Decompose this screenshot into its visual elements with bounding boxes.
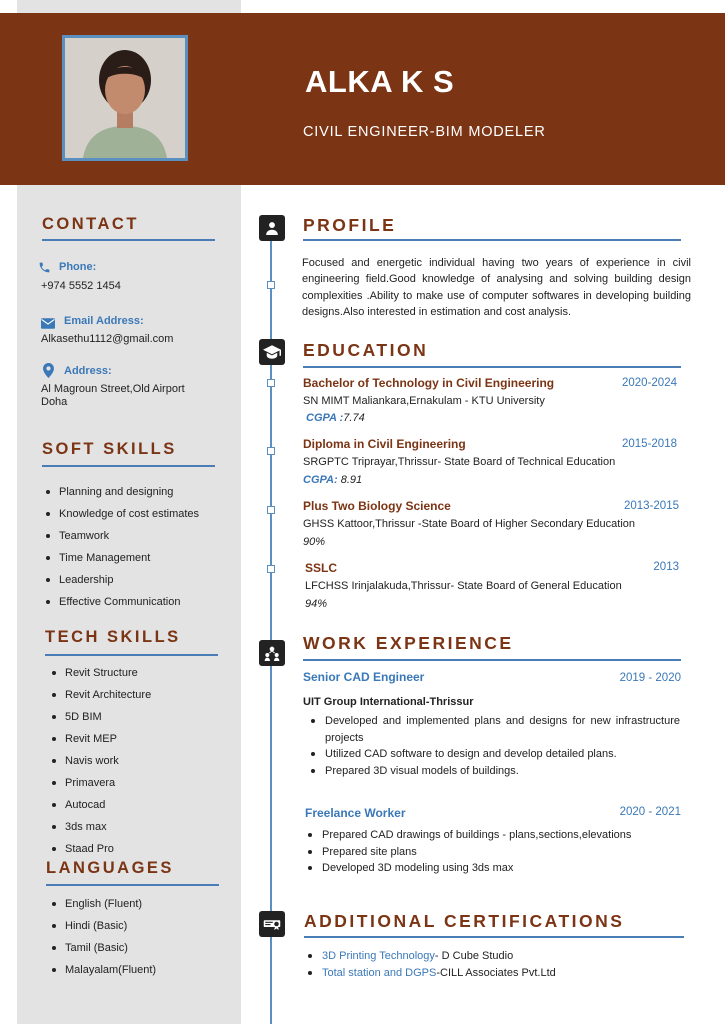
education-title: Diploma in Civil Engineering xyxy=(303,437,466,451)
certificate-icon xyxy=(259,911,285,937)
graduation-cap-icon xyxy=(259,339,285,365)
list-item: Revit MEP xyxy=(50,732,151,754)
grade-value: 8.91 xyxy=(340,474,363,486)
list-item: Staad Pro xyxy=(50,842,151,864)
phone-icon xyxy=(38,261,51,279)
grade-label: CGPA: xyxy=(303,474,338,486)
soft-skills-list xyxy=(44,485,199,617)
job-title: Freelance Worker xyxy=(305,806,406,820)
timeline-marker xyxy=(267,447,275,455)
work-experience-divider xyxy=(303,659,681,661)
certification-name[interactable]: 3D Printing Technology xyxy=(322,950,435,962)
list-item: Revit Structure xyxy=(50,666,151,688)
list-item: Effective Communication xyxy=(44,595,199,617)
list-item: Utilized CAD software to design and develop detailed plans. xyxy=(303,746,680,763)
list-item: 5D BIM xyxy=(50,710,151,732)
certifications-list xyxy=(300,948,680,981)
certifications-divider xyxy=(304,936,684,938)
profile-photo xyxy=(62,35,188,161)
email-label: Email Address: xyxy=(64,315,144,327)
education-title: Plus Two Biology Science xyxy=(303,499,451,513)
candidate-title: CIVIL ENGINEER-BIM MODELER xyxy=(303,124,546,140)
timeline-marker xyxy=(267,379,275,387)
contact-divider xyxy=(42,239,215,241)
education-date: 2020-2024 xyxy=(622,377,677,389)
profile-heading: PROFILE xyxy=(303,215,397,235)
team-icon xyxy=(259,640,285,666)
tech-skills-list xyxy=(50,666,151,864)
envelope-icon xyxy=(41,316,55,334)
list-item: Tamil (Basic) xyxy=(50,941,156,963)
list-item: Developed 3D modeling using 3ds max xyxy=(300,860,680,877)
education-institution: GHSS Kattoor,Thrissur -State Board of Higher Secondary Education xyxy=(303,518,635,530)
education-institution: LFCHSS Irinjalakuda,Thrissur- State Board of General Education xyxy=(305,580,622,592)
profile-summary: Focused and energetic individual having two years of experience in civil engineering field.Good knowledge of analysing and solving building design complexities .Ability to make use of computer softwares in developing building designs.Also interested in estimation and cost analysis. xyxy=(302,257,691,318)
job-date: 2019 - 2020 xyxy=(619,672,681,684)
list-item: English (Fluent) xyxy=(50,897,156,919)
list-item: 3ds max xyxy=(50,820,151,842)
job-company: UIT Group International-Thrissur xyxy=(303,696,474,708)
list-item: Primavera xyxy=(50,776,151,798)
list-item: Revit Architecture xyxy=(50,688,151,710)
tech-skills-heading: TECH SKILLS xyxy=(45,628,181,646)
education-title: SSLC xyxy=(305,561,338,575)
list-item: Leadership xyxy=(44,573,199,595)
grade-value: 7.74 xyxy=(343,412,365,424)
education-grade xyxy=(303,474,362,486)
soft-skills-divider xyxy=(42,465,215,467)
education-grade xyxy=(306,412,365,424)
list-item: Navis work xyxy=(50,754,151,776)
soft-skills-heading: SOFT SKILLS xyxy=(42,440,177,458)
education-grade: 94% xyxy=(305,598,328,610)
phone-label: Phone: xyxy=(59,261,97,273)
timeline-marker xyxy=(267,506,275,514)
grade-label: CGPA : xyxy=(306,412,344,424)
email-value[interactable]: Alkasethu1112@gmail.com xyxy=(41,333,174,345)
list-item: Time Management xyxy=(44,551,199,573)
languages-heading: LANGUAGES xyxy=(46,859,174,877)
list-item: Hindi (Basic) xyxy=(50,919,156,941)
timeline-marker xyxy=(267,565,275,573)
education-date: 2015-2018 xyxy=(622,438,677,450)
list-item: Prepared CAD drawings of buildings - plans,sections,elevations xyxy=(300,827,680,844)
job-title: Senior CAD Engineer xyxy=(303,670,425,684)
list-item: Prepared site plans xyxy=(300,844,680,861)
education-institution: SRGPTC Triprayar,Thrissur- State Board of Technical Education xyxy=(303,456,616,468)
list-item: Teamwork xyxy=(44,529,199,551)
languages-list xyxy=(50,897,156,985)
education-grade: 90% xyxy=(303,536,326,548)
education-heading: EDUCATION xyxy=(303,340,429,360)
tech-skills-divider xyxy=(45,654,218,656)
education-date: 2013-2015 xyxy=(624,500,679,512)
education-divider xyxy=(303,366,681,368)
education-date: 2013 xyxy=(653,561,679,573)
contact-heading: CONTACT xyxy=(42,215,139,233)
job-duties-list xyxy=(303,713,680,779)
address-label: Address: xyxy=(64,365,112,377)
person-icon xyxy=(259,215,285,241)
languages-divider xyxy=(46,884,219,886)
list-item: Prepared 3D visual models of buildings. xyxy=(303,763,680,780)
job-duties-list xyxy=(300,827,680,877)
certification-org: -CILL Associates Pvt.Ltd xyxy=(436,966,556,979)
education-institution: SN MIMT Maliankara,Ernakulam - KTU University xyxy=(303,395,545,407)
list-item: Planning and designing xyxy=(44,485,199,507)
list-item: Malayalam(Fluent) xyxy=(50,963,156,985)
list-item: Knowledge of cost estimates xyxy=(44,507,199,529)
education-title: Bachelor of Technology in Civil Engineering xyxy=(303,376,555,390)
list-item: Developed and implemented plans and designs for new infrastructure projects xyxy=(303,713,680,746)
certifications-heading: ADDITIONAL CERTIFICATIONS xyxy=(304,911,625,931)
list-item: Autocad xyxy=(50,798,151,820)
address-line-1: Al Magroun Street,Old Airport xyxy=(41,383,185,395)
phone-value[interactable]: +974 5552 1454 xyxy=(41,280,121,292)
address-line-2: Doha xyxy=(41,396,68,408)
timeline-marker xyxy=(267,281,275,289)
list-item xyxy=(300,965,680,982)
candidate-name: ALKA K S xyxy=(305,64,455,99)
list-item xyxy=(300,948,680,965)
certification-name[interactable]: Total station and DGPS xyxy=(322,966,437,979)
certification-org: - D Cube Studio xyxy=(434,950,514,962)
job-date: 2020 - 2021 xyxy=(619,806,681,818)
work-experience-heading: WORK EXPERIENCE xyxy=(303,633,514,653)
map-pin-icon xyxy=(43,363,54,383)
profile-divider xyxy=(303,239,681,241)
